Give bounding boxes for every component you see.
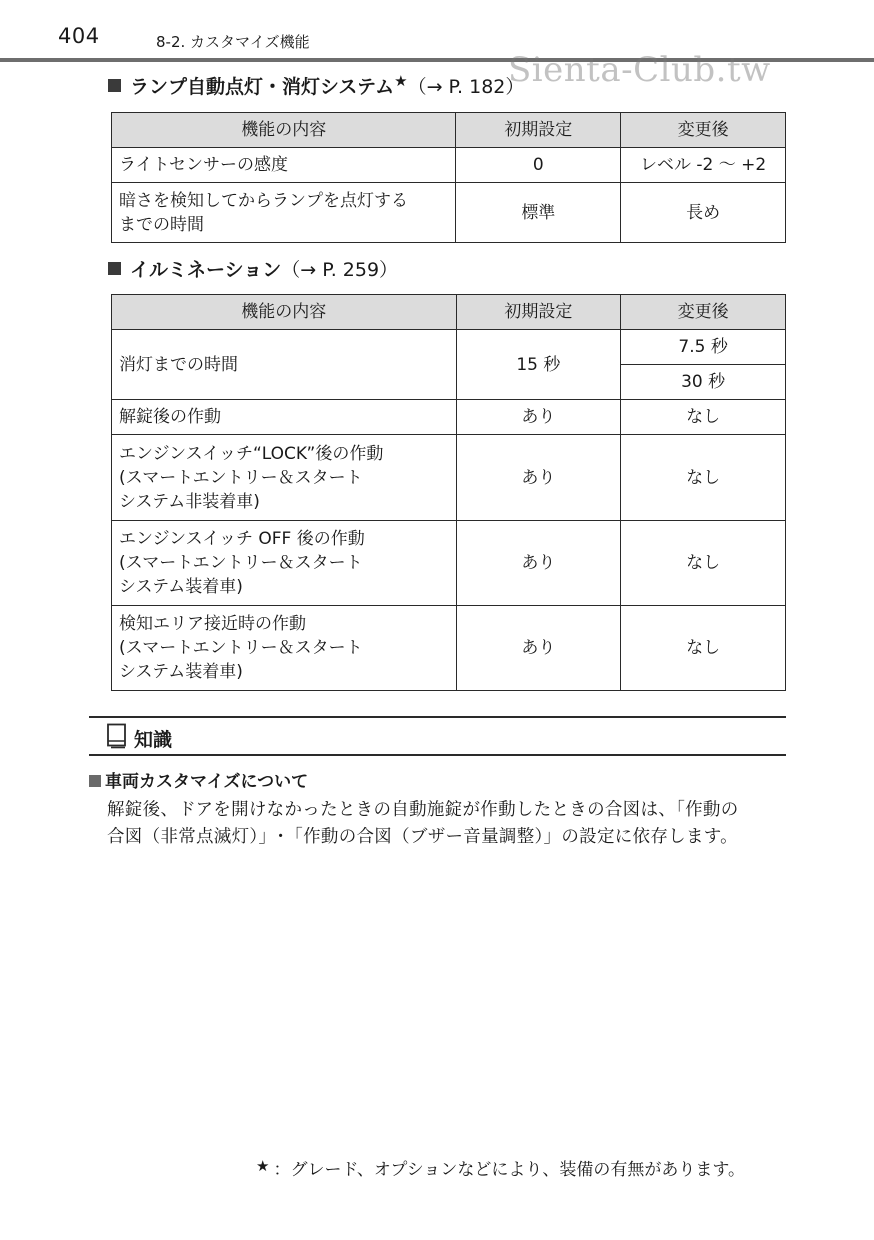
default-cell: あり [456,400,621,435]
page-reference: （→ P. 182） [407,76,525,98]
feature-cell: 解錠後の作動 [112,400,457,435]
default-cell: 標準 [456,183,621,243]
knowledge-label: 知識 [134,729,173,751]
column-header: 機能の内容 [112,295,457,330]
table-header-row [112,113,786,148]
table-row [112,521,786,606]
table-row [112,606,786,691]
page-number: 404 [58,24,100,48]
changed-cell: なし [621,400,786,435]
square-bullet-icon [108,79,121,92]
book-icon [106,723,128,749]
body-line: 合図（非常点滅灯）」･「作動の合図（ブザー音量調整）」の設定に依存します。 [107,827,738,847]
knowledge-bottom-rule [89,754,786,756]
column-header: 初期設定 [456,113,621,148]
watermark: Sienta-Club.tw [508,50,771,90]
lamp-settings-table [111,112,786,243]
changed-cell: 7.5 秒 [621,330,786,365]
feature-cell [112,435,457,521]
column-header: 機能の内容 [112,113,456,148]
section-title-text: ランプ自動点灯・消灯システム [130,76,395,98]
table-row [112,400,786,435]
feature-line: までの時間 [119,214,204,235]
changed-cell: 30 秒 [621,365,786,400]
feature-line: 検知エリア接近時の作動 [119,614,306,634]
square-bullet-icon [89,775,101,787]
column-header: 変更後 [621,295,786,330]
table-row [112,330,786,365]
star-mark: ★ [256,1157,270,1175]
subtitle-text: 車両カスタマイズについて [105,772,309,792]
changed-cell: なし [621,435,786,521]
illumination-settings-table [111,294,786,691]
section-title-lamp [108,72,524,99]
default-cell: 0 [456,148,621,183]
feature-line: (スマートエントリー＆スタート [119,467,363,488]
knowledge-top-rule [89,716,786,718]
changed-cell: なし [621,521,786,606]
changed-cell: なし [621,606,786,691]
feature-line: システム装着車) [119,662,243,682]
feature-line: エンジンスイッチ“LOCK”後の作動 [119,443,384,464]
chapter-title: 8-2. カスタマイズ機能 [156,33,310,51]
feature-cell [112,606,457,691]
column-header: 変更後 [621,113,786,148]
footnote-text: ：グレード、オプションなどにより、装備の有無があります。 [273,1160,746,1180]
body-line: 解錠後、ドアを開けなかったときの自動施錠が作動したときの合図は、「作動の [107,800,739,820]
square-bullet-icon [108,262,121,275]
table-row [112,435,786,521]
feature-cell [112,183,456,243]
column-header: 初期設定 [456,295,621,330]
table-header-row [112,295,786,330]
section-title-text: イルミネーション [130,259,282,281]
customize-subtitle [89,767,308,792]
feature-cell: ライトセンサーの感度 [112,148,456,183]
footnote [256,1155,745,1180]
feature-line: 暗さを検知してからランプを点灯する [119,190,408,211]
default-cell: あり [456,606,621,691]
default-cell: 15 秒 [456,330,621,400]
feature-cell: 消灯までの時間 [112,330,457,400]
changed-cell: レベル -2 ～ +2 [621,148,786,183]
feature-line: エンジンスイッチ OFF 後の作動 [119,529,365,549]
changed-cell: 長め [621,183,786,243]
feature-line: (スマートエントリー＆スタート [119,553,363,573]
table-row [112,183,786,243]
section-title-illumination [108,255,398,282]
default-cell: あり [456,435,621,521]
knowledge-body [107,797,787,851]
star-mark: ★ [394,72,408,90]
feature-line: (スマートエントリー＆スタート [119,638,363,658]
page-reference: （→ P. 259） [281,259,399,281]
default-cell: あり [456,521,621,606]
table-row [112,148,786,183]
feature-line: システム非装着車) [119,491,260,512]
feature-cell [112,521,457,606]
feature-line: システム装着車) [119,577,243,597]
